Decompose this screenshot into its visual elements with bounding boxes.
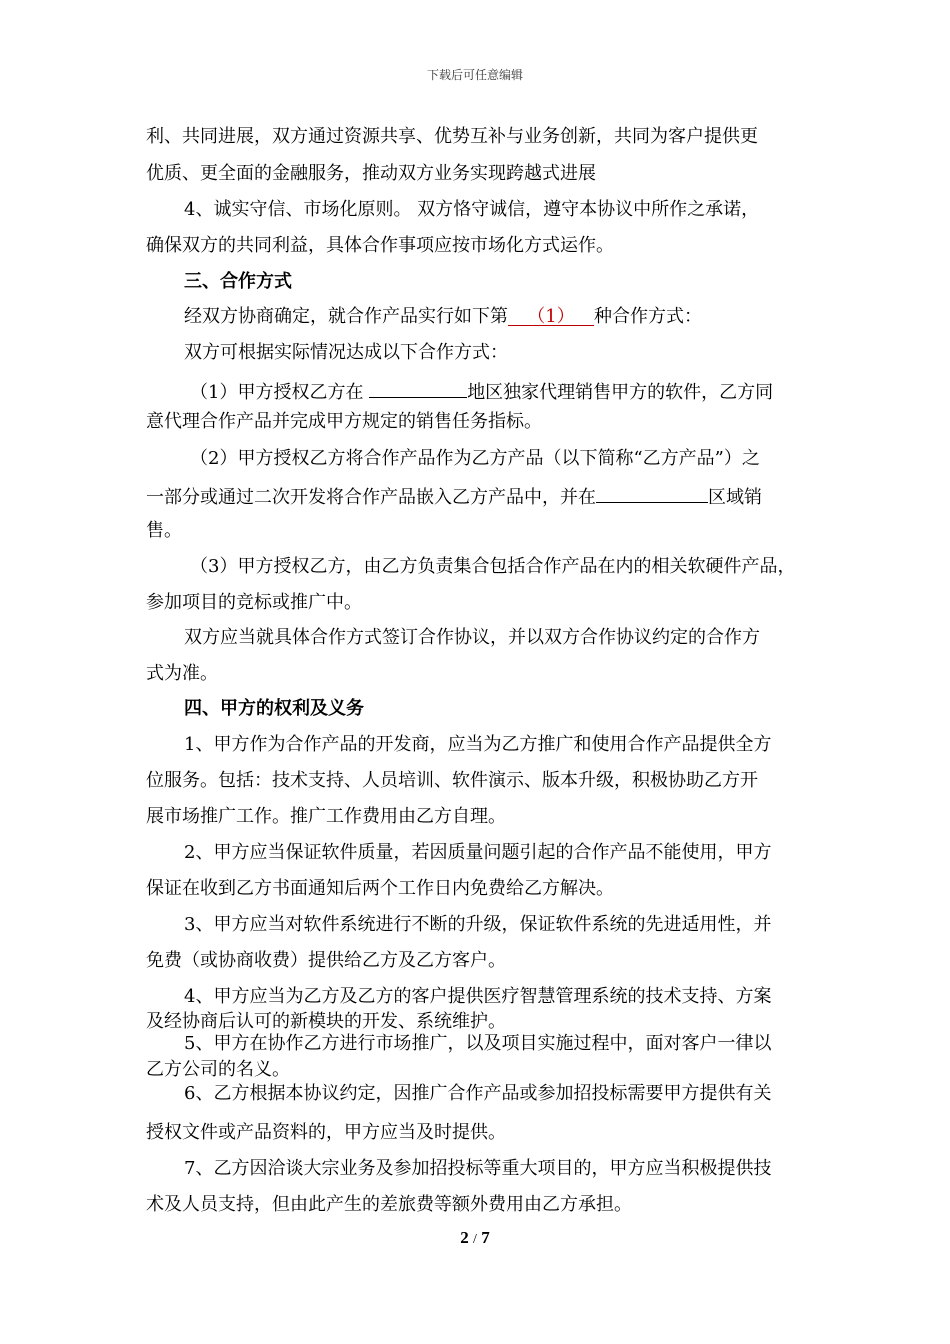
- paragraph-line: 双方应当就具体合作方式签订合作协议，并以双方合作协议约定的合作方: [184, 627, 760, 648]
- paragraph-line: 7、乙方因洽谈大宗业务及参加招投标等重大项目的，甲方应当积极提供技: [184, 1158, 772, 1179]
- filled-blank-mode: （1）: [508, 305, 594, 326]
- paragraph-line: 1、甲方作为合作产品的开发商，应当为乙方推广和使用合作产品提供全方: [184, 734, 772, 755]
- paragraph-line: 术及人员支持，但由此产生的差旅费等额外费用由乙方承担。: [146, 1194, 632, 1215]
- paragraph-line: 5、甲方在协作乙方进行市场推广，以及项目实施过程中，面对客户一律以: [184, 1033, 772, 1054]
- paragraph-line: 及经协商后认可的新模块的开发、系统维护。: [146, 1011, 506, 1032]
- paragraph-line: 授权文件或产品资料的，甲方应当及时提供。: [146, 1122, 506, 1143]
- text-segment: 区域销: [708, 487, 762, 508]
- page-number: [0, 1228, 950, 1248]
- paragraph-line: [190, 377, 773, 405]
- paragraph-line: 乙方公司的名义。: [146, 1059, 290, 1080]
- text-segment: 经双方协商确定，就合作产品实行如下第: [184, 306, 508, 327]
- blank-region: [369, 377, 467, 398]
- text-segment: （1）甲方授权乙方在: [190, 382, 364, 403]
- paragraph-line: [146, 482, 762, 510]
- paragraph-line: 意代理合作产品并完成甲方规定的销售任务指标。: [146, 411, 542, 432]
- paragraph-line: 式为准。: [146, 663, 218, 684]
- paragraph-line: 位服务。包括：技术支持、人员培训、软件演示、版本升级，积极协助乙方开: [146, 770, 758, 791]
- total-pages: 7: [481, 1228, 490, 1247]
- blank-region: [596, 482, 708, 503]
- paragraph-line: 双方可根据实际情况达成以下合作方式：: [184, 342, 508, 363]
- paragraph-line: 展市场推广工作。推广工作费用由乙方自理。: [146, 806, 506, 827]
- paragraph-line: （3）甲方授权乙方，由乙方负责集合包括合作产品在内的相关软硬件产品，: [190, 556, 796, 577]
- paragraph-line: 参加项目的竞标或推广中。: [146, 592, 362, 613]
- paragraph-line: 确保双方的共同利益，具体合作事项应按市场化方式运作。: [146, 235, 614, 256]
- paragraph-line: 保证在收到乙方书面通知后两个工作日内免费给乙方解决。: [146, 878, 614, 899]
- paragraph-line: [184, 305, 702, 329]
- paragraph-line: 4、诚实守信、市场化原则。 双方恪守诚信，遵守本协议中所作之承诺，: [184, 199, 760, 220]
- section-heading-4: 四、甲方的权利及义务: [184, 698, 364, 719]
- paragraph-line: 4、甲方应当为乙方及乙方的客户提供医疗智慧管理系统的技术支持、方案: [184, 986, 772, 1007]
- text-segment: 一部分或通过二次开发将合作产品嵌入乙方产品中，并在: [146, 487, 596, 508]
- text-segment: 地区独家代理销售甲方的软件，乙方同: [467, 382, 774, 403]
- paragraph-line: 利、共同进展，双方通过资源共享、优势互补与业务创新，共同为客户提供更: [146, 126, 758, 147]
- paragraph-line: 6、乙方根据本协议约定，因推广合作产品或参加招投标需要甲方提供有关: [184, 1083, 772, 1104]
- paragraph-line: 3、甲方应当对软件系统进行不断的升级，保证软件系统的先进适用性，并: [184, 914, 772, 935]
- paragraph-line: （2）甲方授权乙方将合作产品作为乙方产品（以下简称“乙方产品”）之: [190, 448, 760, 469]
- paragraph-line: 免费（或协商收费）提供给乙方及乙方客户。: [146, 950, 506, 971]
- current-page: 2: [460, 1228, 469, 1247]
- paragraph-line: 售。: [146, 520, 182, 541]
- text-segment: 种合作方式：: [594, 306, 702, 327]
- page-separator: /: [473, 1232, 477, 1247]
- paragraph-line: 优质、更全面的金融服务，推动双方业务实现跨越式进展: [146, 163, 596, 184]
- paragraph-line: 2、甲方应当保证软件质量，若因质量问题引起的合作产品不能使用，甲方: [184, 842, 772, 863]
- section-heading-3: 三、合作方式: [184, 271, 292, 292]
- page-header: 下载后可任意编辑: [426, 68, 523, 82]
